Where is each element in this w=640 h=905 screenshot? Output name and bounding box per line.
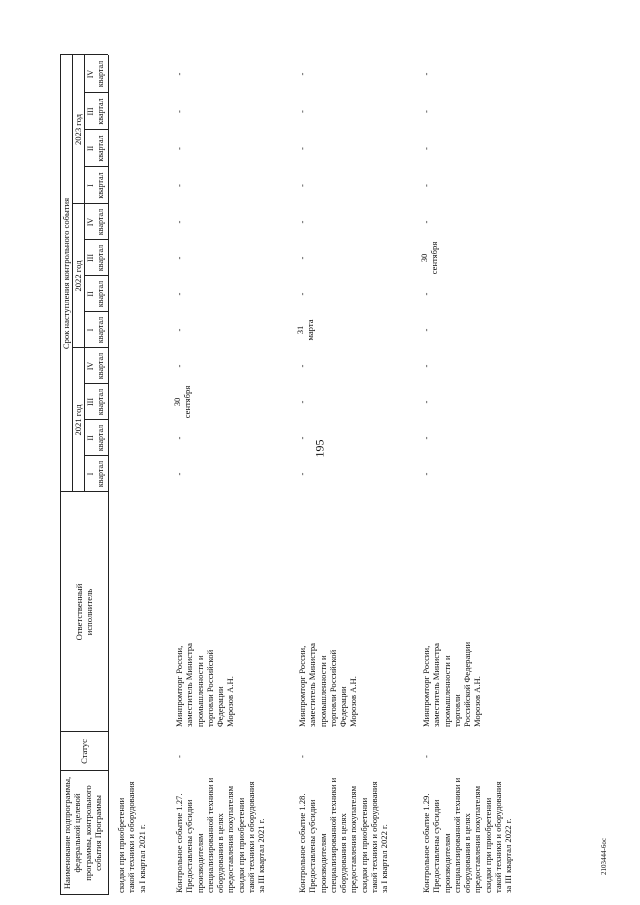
quarter-number: II bbox=[86, 291, 95, 297]
deadline-date: 30 сентября bbox=[172, 385, 192, 419]
table-page bbox=[60, 55, 590, 895]
deadline-date: 31 марта bbox=[295, 319, 315, 341]
deadline-dash: - bbox=[421, 220, 431, 224]
row-0-name: скидки при приобретении такой техники и оборудования за I квартал 2021 г. bbox=[116, 781, 147, 893]
row-2-name: Контрольное событие 1.28. Предоставлены субсидии производителям специализированной техники и оборудования в целях предоставления покупателям скидки при приобретении такой техники и оборудования за I квартал 2022 г. bbox=[297, 777, 390, 893]
row-1-name: Контрольное событие 1.27. Предоставлены субсидии производителям специализированной техники и оборудования в целях предоставления покупателям скидки при приобретении такой техники и оборудования за III квартал 2021 г. bbox=[174, 777, 267, 893]
deadline-dash: - bbox=[421, 472, 431, 476]
header-quarter-12 bbox=[86, 55, 106, 93]
document-code: 2103444-6ос bbox=[600, 837, 608, 875]
row-1-executor: Минпромторг России, заместитель Министра промышленности и торговли Российской Федерации Морозов А.Н. bbox=[174, 643, 236, 727]
deadline-dash: - bbox=[297, 147, 307, 150]
deadline-dash: - bbox=[421, 184, 431, 187]
header-bottom-border bbox=[108, 55, 109, 895]
quarter-number: IV bbox=[86, 69, 95, 79]
quarter-number: III bbox=[86, 107, 95, 116]
row-1-status: - bbox=[174, 755, 184, 758]
row-3-name: Контрольное событие 1.29. Предоставлены субсидии производителям специализированной техники и оборудования в целях предоставления покупателям скидки при приобретении такой техники и оборудования за III квартал 2022 г. bbox=[421, 777, 514, 893]
quarter-word: квартал bbox=[96, 172, 105, 199]
header-quarter-3 bbox=[86, 384, 106, 420]
row-2-executor: Минпромторг России, заместитель Министра промышленности и торговли Российской Федерации Морозов А.Н. bbox=[297, 643, 359, 727]
header-quarter-6 bbox=[86, 276, 106, 312]
deadline-dash: - bbox=[297, 256, 307, 260]
deadline-dash: - bbox=[174, 110, 184, 113]
quarter-word: квартал bbox=[96, 316, 105, 344]
quarter-word: квартал bbox=[96, 388, 105, 416]
header-quarter-11 bbox=[86, 93, 106, 130]
header-quarter-2 bbox=[86, 420, 106, 456]
header-quarter-4 bbox=[86, 348, 106, 384]
deadline-dash: - bbox=[174, 364, 184, 368]
header-quarter-5 bbox=[86, 312, 106, 348]
deadline-dash: - bbox=[421, 436, 431, 440]
deadline-dash: - bbox=[297, 472, 307, 476]
quarter-word: квартал bbox=[96, 60, 105, 88]
header-quarter-7 bbox=[86, 240, 106, 276]
quarter-number: III bbox=[86, 398, 95, 406]
deadline-dash: - bbox=[174, 472, 184, 476]
deadline-dash: - bbox=[421, 110, 431, 113]
header-quarter-1 bbox=[86, 456, 106, 492]
deadline-dash: - bbox=[297, 292, 307, 296]
deadline-dash: - bbox=[421, 328, 431, 332]
quarter-number: III bbox=[86, 254, 95, 262]
quarter-word: квартал bbox=[96, 352, 105, 380]
deadline-dash: - bbox=[297, 72, 307, 76]
deadline-dash: - bbox=[297, 220, 307, 224]
deadline-dash: - bbox=[297, 400, 307, 404]
header-quarter-8 bbox=[86, 204, 106, 240]
deadline-dash: - bbox=[421, 400, 431, 404]
table-left-border bbox=[60, 894, 108, 895]
quarter-number: IV bbox=[86, 217, 95, 227]
deadline-date: 30 сентября bbox=[419, 241, 439, 275]
quarter-word: квартал bbox=[96, 280, 105, 308]
header-year-divider bbox=[84, 55, 85, 492]
row-3-executor: Минпромторг России, заместитель Министра промышленности и торговли Российской Федерации Морозов А.Н. bbox=[421, 641, 483, 727]
deadline-dash: - bbox=[421, 147, 431, 150]
deadline-dash: - bbox=[174, 256, 184, 260]
header-name-column: Наименование подпрограммы, федеральной целевой программы, контрольного события Программы bbox=[62, 776, 103, 890]
quarter-word: квартал bbox=[96, 98, 105, 125]
deadline-dash: - bbox=[174, 436, 184, 440]
quarter-word: квартал bbox=[96, 244, 105, 272]
header-year-2022: 2022 год bbox=[73, 260, 83, 292]
deadline-dash: - bbox=[297, 184, 307, 187]
header-status-column: Статус bbox=[79, 739, 89, 764]
row-2-status: - bbox=[297, 755, 307, 758]
page-number: 195 bbox=[312, 439, 327, 458]
quarter-word: квартал bbox=[96, 460, 105, 488]
quarter-word: квартал bbox=[96, 424, 105, 452]
header-executor-column: Ответственный исполнитель bbox=[74, 583, 95, 641]
header-year-2023: 2023 год bbox=[73, 113, 83, 146]
header-deadline-column: Срок наступления контрольного события bbox=[61, 197, 71, 350]
quarter-number: I bbox=[86, 184, 95, 187]
header-quarter-10 bbox=[86, 130, 106, 167]
header-year-2021: 2021 год bbox=[73, 404, 83, 436]
row-3-status: - bbox=[421, 755, 431, 758]
quarter-number: II bbox=[86, 435, 95, 441]
deadline-dash: - bbox=[174, 220, 184, 224]
deadline-dash: - bbox=[174, 328, 184, 332]
deadline-dash: - bbox=[174, 292, 184, 296]
deadline-dash: - bbox=[297, 364, 307, 368]
quarter-number: IV bbox=[86, 361, 95, 371]
deadline-dash: - bbox=[297, 110, 307, 113]
deadline-dash: - bbox=[174, 72, 184, 76]
quarter-number: I bbox=[86, 472, 95, 476]
quarter-number: I bbox=[86, 328, 95, 332]
quarter-number: II bbox=[86, 145, 95, 152]
quarter-word: квартал bbox=[96, 135, 105, 162]
header-quarter-9 bbox=[86, 167, 106, 204]
deadline-dash: - bbox=[297, 436, 307, 440]
deadline-dash: - bbox=[174, 147, 184, 150]
quarter-word: квартал bbox=[96, 208, 105, 236]
deadline-dash: - bbox=[421, 72, 431, 76]
deadline-dash: - bbox=[421, 292, 431, 296]
deadline-dash: - bbox=[421, 364, 431, 368]
deadline-dash: - bbox=[174, 184, 184, 187]
